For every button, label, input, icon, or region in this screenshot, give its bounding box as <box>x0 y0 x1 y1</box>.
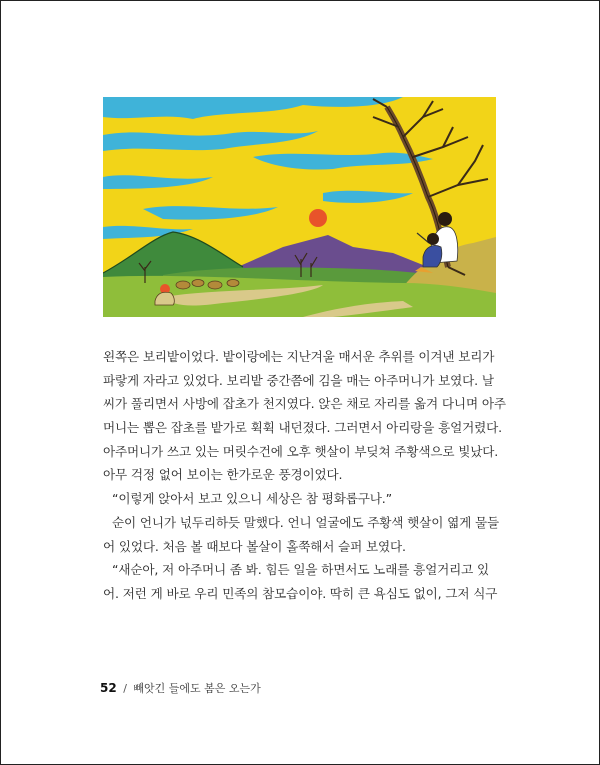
footer-separator: / <box>123 682 127 695</box>
countryside-scene-illustration <box>103 97 496 317</box>
page-number: 52 <box>100 681 117 695</box>
dialogue-line: “이렇게 앉아서 보고 있으니 세상은 참 평화롭구나.” <box>112 491 393 507</box>
page-footer <box>100 680 261 696</box>
paragraph-line: 왼쪽은 보리밭이었다. 밭이랑에는 지난겨울 매서운 추위를 이겨낸 보리가 <box>103 349 495 364</box>
paragraph-line: 아주머니가 쓰고 있는 머릿수건에 오후 햇살이 부딪쳐 주황색으로 빛났다. <box>103 443 499 459</box>
paragraph-line: 어. 저런 게 바로 우리 민족의 참모습이야. 딱히 큰 욕심도 없이, 그저 식구 <box>103 585 498 601</box>
dialogue-line: “새순아, 저 아주머니 좀 봐. 힘든 일을 하면서도 노래를 흥얼거리고 있 <box>112 562 490 578</box>
body-text <box>103 345 506 606</box>
paragraph-line: 머니는 뽑은 잡초를 밭가로 휙휙 내던졌다. 그러면서 아리랑을 흥얼거렸다. <box>103 420 502 436</box>
paragraph-line: 순이 언니가 넋두리하듯 말했다. 언니 얼굴에도 주황색 햇살이 엷게 물들 <box>112 514 499 530</box>
paragraph-line: 어 있었다. 처음 볼 때보다 볼살이 홀쭉해서 슬퍼 보였다. <box>103 538 406 554</box>
paragraph-line: 씨가 풀리면서 사방에 잡초가 천지였다. 앉은 채로 자리를 옮겨 다니며 아주 <box>103 396 506 412</box>
book-title: 빼앗긴 들에도 봄은 오는가 <box>133 682 261 695</box>
paragraph-line: 파랗게 자라고 있었다. 보리밭 중간쯤에 김을 매는 아주머니가 보였다. 날 <box>103 372 494 388</box>
paragraph-line: 아무 걱정 없어 보이는 한가로운 풍경이었다. <box>103 467 343 483</box>
